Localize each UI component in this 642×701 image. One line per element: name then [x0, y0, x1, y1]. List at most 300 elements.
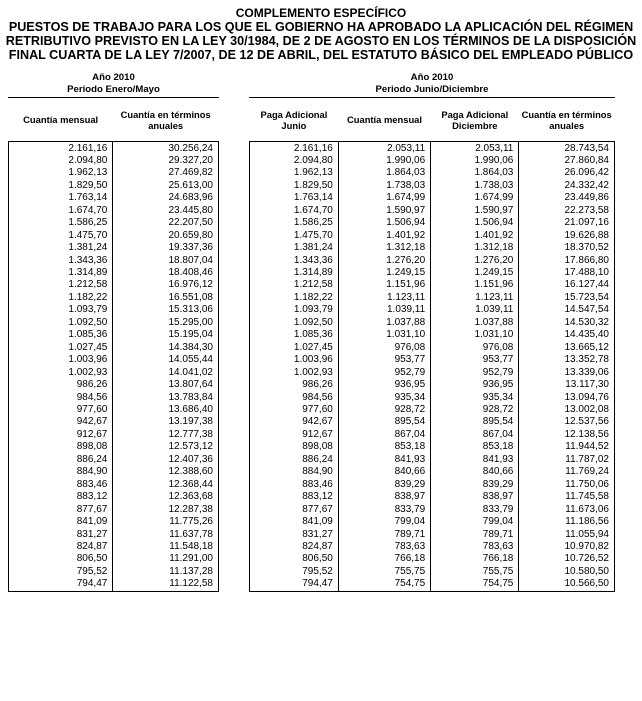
cell-december-bonus: 1.039,11: [431, 304, 519, 316]
cell-annual: 12.407,36: [113, 454, 219, 466]
cell-june-bonus: 1.093,79: [250, 304, 339, 316]
cell-june-bonus: 898,08: [250, 441, 339, 453]
cell-december-bonus: 1.738,03: [431, 180, 519, 192]
cell-monthly: 1.763,14: [9, 192, 113, 204]
cell-annual: 22.273,58: [519, 205, 615, 217]
table-row: [9, 529, 219, 541]
cell-monthly: 935,34: [338, 392, 430, 404]
table-row: [9, 279, 219, 291]
cell-monthly: 1.475,70: [9, 230, 113, 242]
cell-december-bonus: 1.401,92: [431, 230, 519, 242]
cell-june-bonus: 1.475,70: [250, 230, 339, 242]
cell-december-bonus: 1.151,96: [431, 279, 519, 291]
table-row: [250, 504, 615, 516]
cell-june-bonus: 1.027,45: [250, 342, 339, 354]
title-line-1: COMPLEMENTO ESPECÍFICO: [235, 6, 407, 20]
cell-annual: 17.488,10: [519, 267, 615, 279]
table-row: [250, 441, 615, 453]
cell-december-bonus: 928,72: [431, 404, 519, 416]
cell-monthly: 984,56: [9, 392, 113, 404]
cell-annual: 18.370,52: [519, 242, 615, 254]
table-row: [9, 292, 219, 304]
cell-june-bonus: 1.962,13: [250, 167, 339, 179]
right-header-rule: [249, 97, 615, 98]
table-row: [9, 404, 219, 416]
cell-june-bonus: 1.003,96: [250, 354, 339, 366]
table-row: [250, 242, 615, 254]
table-row: [9, 504, 219, 516]
cell-monthly: 831,27: [9, 529, 113, 541]
cell-december-bonus: 1.031,10: [431, 329, 519, 341]
table-row: [9, 267, 219, 279]
table-row: [250, 230, 615, 242]
cell-annual: 13.665,12: [519, 342, 615, 354]
title-line-4: FINAL CUARTA DE LA LEY 7/2007, DE 12 DE ABRIL, DEL ESTATUTO BÁSICO DEL EMPLEADO PÚBLICO: [8, 48, 634, 62]
table-row: [250, 392, 615, 404]
cell-monthly: 886,24: [9, 454, 113, 466]
cell-monthly: 1.864,03: [338, 167, 430, 179]
cell-june-bonus: 1.763,14: [250, 192, 339, 204]
cell-monthly: 1.314,89: [9, 267, 113, 279]
table-row: [250, 466, 615, 478]
right-col-june-bonus-header: Paga Adicional Junio: [250, 99, 339, 141]
cell-june-bonus: 1.343,36: [250, 255, 339, 267]
table-row: [250, 404, 615, 416]
right-col-december-bonus-header: Paga Adicional Diciembre: [431, 99, 519, 141]
table-row: [9, 329, 219, 341]
cell-monthly: 838,97: [338, 491, 430, 503]
cell-annual: 28.743,54: [519, 141, 615, 155]
cell-monthly: 839,29: [338, 479, 430, 491]
cell-annual: 11.745,58: [519, 491, 615, 503]
cell-monthly: 1.738,03: [338, 180, 430, 192]
cell-monthly: 1.401,92: [338, 230, 430, 242]
table-row: [9, 379, 219, 391]
cell-annual: 13.352,78: [519, 354, 615, 366]
table-row: [9, 553, 219, 565]
cell-june-bonus: 1.092,50: [250, 317, 339, 329]
cell-annual: 24.683,96: [113, 192, 219, 204]
cell-june-bonus: 1.002,93: [250, 367, 339, 379]
cell-monthly: 1.027,45: [9, 342, 113, 354]
table-row: [9, 367, 219, 379]
cell-annual: 13.783,84: [113, 392, 219, 404]
table-row: [250, 429, 615, 441]
table-row: [250, 141, 615, 155]
cell-monthly: 794,47: [9, 578, 113, 591]
cell-monthly: 1.674,70: [9, 205, 113, 217]
cell-monthly: 867,04: [338, 429, 430, 441]
table-row: [250, 267, 615, 279]
document-title: [0, 6, 642, 62]
cell-monthly: 1.381,24: [9, 242, 113, 254]
cell-monthly: 1.312,18: [338, 242, 430, 254]
cell-annual: 23.449,86: [519, 192, 615, 204]
cell-monthly: 928,72: [338, 404, 430, 416]
cell-annual: 11.944,52: [519, 441, 615, 453]
cell-annual: 15.313,06: [113, 304, 219, 316]
table-row: [250, 416, 615, 428]
cell-june-bonus: 1.085,36: [250, 329, 339, 341]
table-row: [9, 491, 219, 503]
table-row: [250, 329, 615, 341]
table-row: [9, 180, 219, 192]
cell-monthly: 953,77: [338, 354, 430, 366]
cell-monthly: 1.039,11: [338, 304, 430, 316]
table-row: [250, 217, 615, 229]
cell-december-bonus: 953,77: [431, 354, 519, 366]
cell-december-bonus: 2.053,11: [431, 141, 519, 155]
left-period-header: [8, 72, 219, 95]
cell-monthly: 841,93: [338, 454, 430, 466]
cell-annual: 13.807,64: [113, 379, 219, 391]
table-row: [250, 304, 615, 316]
cell-monthly: 912,67: [9, 429, 113, 441]
cell-monthly: 853,18: [338, 441, 430, 453]
table-row: [250, 192, 615, 204]
cell-monthly: 1.037,88: [338, 317, 430, 329]
cell-annual: 14.384,30: [113, 342, 219, 354]
cell-monthly: 1.003,96: [9, 354, 113, 366]
table-row: [9, 230, 219, 242]
table-row: [9, 217, 219, 229]
table-row: [250, 354, 615, 366]
cell-annual: 18.807,04: [113, 255, 219, 267]
cell-annual: 27.860,84: [519, 155, 615, 167]
cell-june-bonus: 794,47: [250, 578, 339, 591]
cell-annual: 24.332,42: [519, 180, 615, 192]
cell-annual: 11.673,06: [519, 504, 615, 516]
cell-monthly: 1.276,20: [338, 255, 430, 267]
cell-annual: 10.566,50: [519, 578, 615, 591]
table-row: [250, 379, 615, 391]
cell-december-bonus: 1.276,20: [431, 255, 519, 267]
table-row: [250, 479, 615, 491]
cell-june-bonus: 841,09: [250, 516, 339, 528]
cell-december-bonus: 936,95: [431, 379, 519, 391]
cell-december-bonus: 1.249,15: [431, 267, 519, 279]
cell-december-bonus: 839,29: [431, 479, 519, 491]
cell-december-bonus: 1.990,06: [431, 155, 519, 167]
right-period: Periodo Junio/Diciembre: [375, 83, 489, 95]
cell-june-bonus: 877,67: [250, 504, 339, 516]
cell-annual: 30.256,24: [113, 141, 219, 155]
cell-december-bonus: 952,79: [431, 367, 519, 379]
cell-december-bonus: 838,97: [431, 491, 519, 503]
table-row: [250, 292, 615, 304]
cell-monthly: 1.343,36: [9, 255, 113, 267]
table-row: [9, 541, 219, 553]
cell-annual: 11.186,56: [519, 516, 615, 528]
cell-annual: 11.137,28: [113, 566, 219, 578]
table-row: [250, 566, 615, 578]
table-row: [250, 553, 615, 565]
cell-june-bonus: 886,24: [250, 454, 339, 466]
cell-annual: 13.094,76: [519, 392, 615, 404]
cell-annual: 17.866,80: [519, 255, 615, 267]
cell-monthly: 766,18: [338, 553, 430, 565]
cell-december-bonus: 1.674,99: [431, 192, 519, 204]
cell-monthly: 986,26: [9, 379, 113, 391]
table-row: [9, 317, 219, 329]
cell-annual: 12.388,60: [113, 466, 219, 478]
cell-june-bonus: 1.182,22: [250, 292, 339, 304]
cell-annual: 12.138,56: [519, 429, 615, 441]
table-row: [9, 479, 219, 491]
right-table-body: [250, 141, 615, 591]
left-period: Periodo Enero/Mayo: [67, 83, 160, 95]
table-row: [9, 578, 219, 591]
cell-monthly: 2.161,16: [9, 141, 113, 155]
table-row: [9, 167, 219, 179]
cell-annual: 13.197,38: [113, 416, 219, 428]
cell-annual: 20.659,80: [113, 230, 219, 242]
cell-monthly: 1.123,11: [338, 292, 430, 304]
table-row: [9, 304, 219, 316]
cell-annual: 11.122,58: [113, 578, 219, 591]
cell-june-bonus: 912,67: [250, 429, 339, 441]
table-row: [250, 317, 615, 329]
cell-monthly: 799,04: [338, 516, 430, 528]
right-year: Año 2010: [410, 72, 454, 83]
cell-monthly: 1.093,79: [9, 304, 113, 316]
table-row: [9, 516, 219, 528]
table-row: [250, 342, 615, 354]
cell-monthly: 976,08: [338, 342, 430, 354]
cell-annual: 14.530,32: [519, 317, 615, 329]
cell-annual: 13.002,08: [519, 404, 615, 416]
cell-december-bonus: 841,93: [431, 454, 519, 466]
cell-annual: 15.295,00: [113, 317, 219, 329]
cell-annual: 25.613,00: [113, 180, 219, 192]
cell-monthly: 898,08: [9, 441, 113, 453]
cell-december-bonus: 1.123,11: [431, 292, 519, 304]
cell-june-bonus: 1.212,58: [250, 279, 339, 291]
table-row: [250, 529, 615, 541]
cell-monthly: 895,54: [338, 416, 430, 428]
left-header-row: [9, 99, 219, 141]
cell-annual: 12.537,56: [519, 416, 615, 428]
cell-annual: 13.117,30: [519, 379, 615, 391]
right-col-monthly-header: Cuantía mensual: [338, 99, 430, 141]
table-row: [250, 491, 615, 503]
table-row: [9, 429, 219, 441]
cell-monthly: 1.586,25: [9, 217, 113, 229]
table-row: [9, 441, 219, 453]
cell-june-bonus: 884,90: [250, 466, 339, 478]
cell-annual: 22.207,50: [113, 217, 219, 229]
cell-monthly: 1.674,99: [338, 192, 430, 204]
cell-monthly: 1.151,96: [338, 279, 430, 291]
cell-december-bonus: 895,54: [431, 416, 519, 428]
cell-december-bonus: 1.312,18: [431, 242, 519, 254]
cell-december-bonus: 1.506,94: [431, 217, 519, 229]
left-col-annual-header: Cuantía en términos anuales: [113, 99, 219, 141]
cell-june-bonus: 824,87: [250, 541, 339, 553]
cell-annual: 12.777,38: [113, 429, 219, 441]
table-row: [250, 541, 615, 553]
cell-monthly: 1.182,22: [9, 292, 113, 304]
cell-annual: 11.637,78: [113, 529, 219, 541]
cell-monthly: 2.094,80: [9, 155, 113, 167]
cell-annual: 13.686,40: [113, 404, 219, 416]
cell-june-bonus: 977,60: [250, 404, 339, 416]
cell-monthly: 1.590,97: [338, 205, 430, 217]
cell-june-bonus: 942,67: [250, 416, 339, 428]
cell-annual: 19.337,36: [113, 242, 219, 254]
cell-monthly: 942,67: [9, 416, 113, 428]
cell-monthly: 883,46: [9, 479, 113, 491]
cell-monthly: 977,60: [9, 404, 113, 416]
cell-december-bonus: 1.037,88: [431, 317, 519, 329]
cell-monthly: 806,50: [9, 553, 113, 565]
cell-december-bonus: 755,75: [431, 566, 519, 578]
cell-monthly: 1.990,06: [338, 155, 430, 167]
cell-june-bonus: 2.094,80: [250, 155, 339, 167]
table-row: [9, 141, 219, 155]
cell-december-bonus: 766,18: [431, 553, 519, 565]
cell-annual: 14.435,40: [519, 329, 615, 341]
table-row: [250, 578, 615, 591]
cell-annual: 15.723,54: [519, 292, 615, 304]
cell-annual: 12.287,38: [113, 504, 219, 516]
cell-june-bonus: 806,50: [250, 553, 339, 565]
cell-december-bonus: 783,63: [431, 541, 519, 553]
right-col-annual-header: Cuantía en términos anuales: [519, 99, 615, 141]
table-row: [9, 354, 219, 366]
cell-june-bonus: 1.674,70: [250, 205, 339, 217]
cell-december-bonus: 840,66: [431, 466, 519, 478]
left-col-monthly-header: Cuantía mensual: [9, 99, 113, 141]
left-header-rule: [8, 97, 219, 98]
cell-annual: 16.976,12: [113, 279, 219, 291]
cell-annual: 11.291,00: [113, 553, 219, 565]
cell-monthly: 795,52: [9, 566, 113, 578]
table-row: [9, 566, 219, 578]
table-row: [9, 392, 219, 404]
cell-monthly: 1.506,94: [338, 217, 430, 229]
title-line-2: PUESTOS DE TRABAJO PARA LOS QUE EL GOBIERNO HA APROBADO LA APLICACIÓN DEL RÉGIMEN: [8, 20, 634, 34]
cell-monthly: 1.829,50: [9, 180, 113, 192]
table-row: [250, 255, 615, 267]
cell-annual: 11.055,94: [519, 529, 615, 541]
cell-june-bonus: 883,46: [250, 479, 339, 491]
cell-annual: 21.097,16: [519, 217, 615, 229]
left-year: Año 2010: [92, 72, 135, 83]
cell-monthly: 841,09: [9, 516, 113, 528]
cell-annual: 12.368,44: [113, 479, 219, 491]
cell-december-bonus: 789,71: [431, 529, 519, 541]
cell-annual: 19.626,88: [519, 230, 615, 242]
cell-december-bonus: 1.864,03: [431, 167, 519, 179]
cell-monthly: 754,75: [338, 578, 430, 591]
cell-annual: 26.096,42: [519, 167, 615, 179]
cell-monthly: 952,79: [338, 367, 430, 379]
cell-monthly: 789,71: [338, 529, 430, 541]
cell-monthly: 1.002,93: [9, 367, 113, 379]
table-row: [250, 279, 615, 291]
cell-december-bonus: 853,18: [431, 441, 519, 453]
table-row: [250, 155, 615, 167]
cell-december-bonus: 754,75: [431, 578, 519, 591]
cell-annual: 11.769,24: [519, 466, 615, 478]
cell-monthly: 1.249,15: [338, 267, 430, 279]
cell-annual: 11.750,06: [519, 479, 615, 491]
table-row: [9, 192, 219, 204]
cell-monthly: 883,12: [9, 491, 113, 503]
table-row: [250, 205, 615, 217]
cell-monthly: 884,90: [9, 466, 113, 478]
cell-annual: 23.445,80: [113, 205, 219, 217]
cell-june-bonus: 1.314,89: [250, 267, 339, 279]
cell-monthly: 755,75: [338, 566, 430, 578]
cell-annual: 16.127,44: [519, 279, 615, 291]
table-row: [250, 167, 615, 179]
cell-annual: 12.363,68: [113, 491, 219, 503]
table-row: [9, 255, 219, 267]
cell-annual: 12.573,12: [113, 441, 219, 453]
right-table: [249, 99, 615, 592]
cell-december-bonus: 1.590,97: [431, 205, 519, 217]
cell-monthly: 824,87: [9, 541, 113, 553]
cell-june-bonus: 831,27: [250, 529, 339, 541]
cell-annual: 16.551,08: [113, 292, 219, 304]
cell-annual: 14.041,02: [113, 367, 219, 379]
cell-june-bonus: 2.161,16: [250, 141, 339, 155]
cell-december-bonus: 867,04: [431, 429, 519, 441]
cell-monthly: 783,63: [338, 541, 430, 553]
cell-monthly: 2.053,11: [338, 141, 430, 155]
cell-monthly: 1.031,10: [338, 329, 430, 341]
table-row: [9, 155, 219, 167]
cell-annual: 29.327,20: [113, 155, 219, 167]
cell-annual: 11.775,26: [113, 516, 219, 528]
cell-annual: 14.055,44: [113, 354, 219, 366]
table-row: [250, 367, 615, 379]
right-header-row: [250, 99, 615, 141]
cell-monthly: 877,67: [9, 504, 113, 516]
table-row: [250, 454, 615, 466]
table-row: [9, 466, 219, 478]
cell-annual: 15.195,04: [113, 329, 219, 341]
left-table-body: [9, 141, 219, 591]
cell-monthly: 1.962,13: [9, 167, 113, 179]
table-row: [250, 516, 615, 528]
table-row: [9, 242, 219, 254]
title-line-3: RETRIBUTIVO PREVISTO EN LA LEY 30/1984, DE 2 DE AGOSTO EN LOS TÉRMINOS DE LA DISPOSICIÓN: [5, 34, 637, 48]
table-row: [250, 180, 615, 192]
cell-annual: 14.547,54: [519, 304, 615, 316]
cell-monthly: 1.212,58: [9, 279, 113, 291]
table-row: [9, 342, 219, 354]
table-row: [9, 205, 219, 217]
cell-december-bonus: 935,34: [431, 392, 519, 404]
cell-monthly: 1.085,36: [9, 329, 113, 341]
right-period-header: [249, 72, 615, 95]
cell-june-bonus: 883,12: [250, 491, 339, 503]
cell-monthly: 1.092,50: [9, 317, 113, 329]
cell-monthly: 833,79: [338, 504, 430, 516]
cell-monthly: 840,66: [338, 466, 430, 478]
cell-annual: 27.469,82: [113, 167, 219, 179]
cell-june-bonus: 984,56: [250, 392, 339, 404]
cell-december-bonus: 976,08: [431, 342, 519, 354]
cell-annual: 10.580,50: [519, 566, 615, 578]
cell-annual: 18.408,46: [113, 267, 219, 279]
cell-annual: 10.970,82: [519, 541, 615, 553]
cell-annual: 11.787,02: [519, 454, 615, 466]
cell-annual: 13.339,06: [519, 367, 615, 379]
